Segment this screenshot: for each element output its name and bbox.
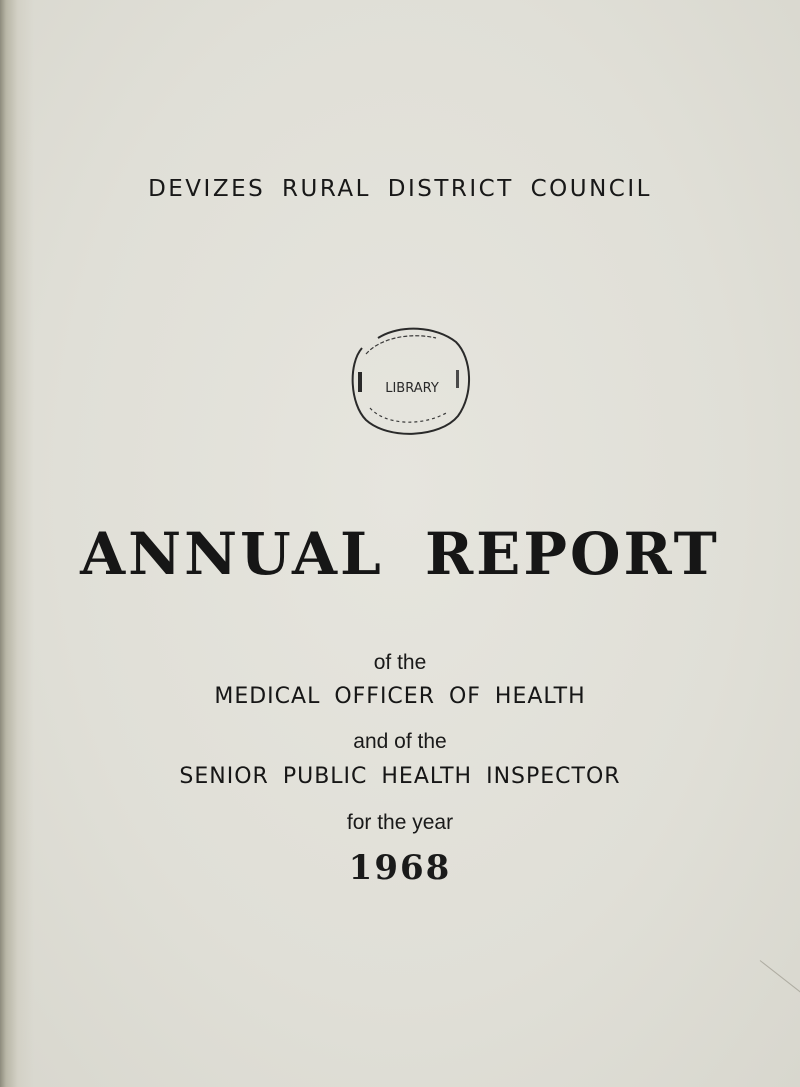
and-of-the-text: and of the [353, 730, 447, 753]
inspector-title: SENIOR PUBLIC HEALTH INSPECTOR [179, 764, 621, 789]
library-stamp [340, 320, 480, 440]
report-title: ANNUAL REPORT [80, 520, 720, 588]
stamp-label: LIBRARY [385, 381, 439, 396]
page-fold-mark [760, 960, 800, 998]
for-the-year-text: for the year [346, 811, 454, 834]
of-the-text: of the [373, 651, 427, 674]
council-name: DEVIZES RURAL DISTRICT COUNCIL [148, 176, 652, 202]
report-year: 1968 [348, 848, 452, 888]
officer-title: MEDICAL OFFICER OF HEALTH [214, 684, 586, 709]
